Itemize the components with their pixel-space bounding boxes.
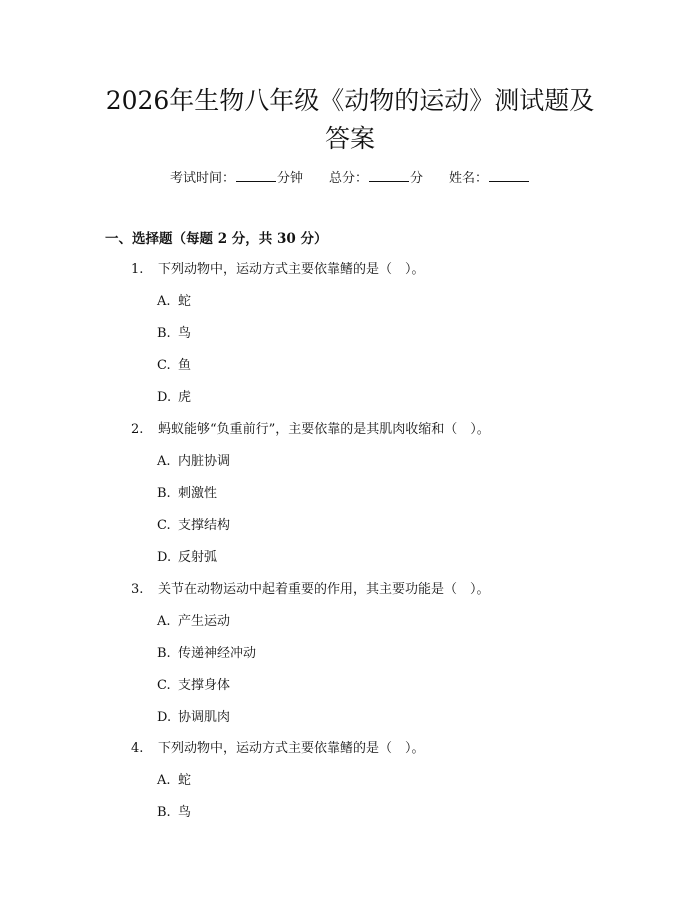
option-text: 虎 — [178, 390, 192, 405]
option-letter: B. — [157, 326, 171, 341]
option-text: 蛇 — [178, 773, 192, 788]
title-line-2: 答案 — [324, 124, 375, 153]
option-letter: B. — [157, 486, 171, 501]
exam-info-line — [0, 168, 700, 189]
option-item — [157, 516, 230, 536]
option-text: 产生运动 — [178, 614, 231, 629]
option-letter: C. — [157, 678, 171, 693]
option-letter: A. — [157, 614, 171, 629]
time-blank — [236, 168, 276, 182]
time-label: 考试时间： — [169, 171, 235, 186]
option-text: 反射弧 — [178, 550, 218, 565]
option-text: 鱼 — [178, 358, 192, 373]
option-letter: C. — [157, 518, 171, 533]
question-text: 蚂蚁能够“负重前行”，主要依靠的是其肌肉收缩和（ ）。 — [158, 422, 490, 437]
option-letter: D. — [157, 710, 172, 725]
section-heading: 一、选择题（每题 2 分，共 30 分） — [105, 231, 328, 247]
option-item — [157, 388, 191, 408]
option-item — [157, 803, 191, 823]
option-item — [157, 356, 191, 376]
option-item — [157, 324, 191, 344]
option-text: 支撑身体 — [178, 678, 231, 693]
option-item — [157, 612, 230, 632]
question-4 — [131, 739, 425, 759]
question-text: 下列动物中，运动方式主要依靠鳍的是（ ）。 — [158, 262, 425, 277]
option-letter: B. — [157, 805, 171, 820]
option-letter: A. — [157, 454, 171, 469]
title-line-1: 2026年生物八年级《动物的运动》测试题及 — [105, 86, 595, 115]
option-letter: C. — [157, 358, 171, 373]
question-text: 关节在动物运动中起着重要的作用，其主要功能是（ ）。 — [158, 582, 490, 597]
option-text: 传递神经冲动 — [178, 646, 257, 661]
question-number: 1. — [131, 262, 144, 277]
option-item — [157, 676, 230, 696]
option-text: 支撑结构 — [178, 518, 231, 533]
option-text: 刺激性 — [178, 486, 218, 501]
option-text: 鸟 — [178, 805, 192, 820]
option-letter: D. — [157, 390, 172, 405]
option-item — [157, 644, 256, 664]
name-blank — [489, 168, 529, 182]
option-item — [157, 484, 217, 504]
question-1 — [131, 260, 425, 280]
option-text: 内脏协调 — [178, 454, 231, 469]
time-unit: 分钟 — [276, 171, 303, 186]
question-number: 3. — [131, 582, 144, 597]
question-number: 2. — [131, 422, 144, 437]
option-item — [157, 771, 191, 791]
option-item — [157, 548, 217, 568]
option-text: 协调肌肉 — [178, 710, 231, 725]
question-text: 下列动物中，运动方式主要依靠鳍的是（ ）。 — [158, 741, 425, 756]
question-3 — [131, 580, 490, 600]
score-unit: 分 — [410, 171, 424, 186]
option-item — [157, 708, 230, 728]
option-text: 鸟 — [178, 326, 192, 341]
option-letter: B. — [157, 646, 171, 661]
question-number: 4. — [131, 741, 144, 756]
option-item — [157, 292, 191, 312]
option-item — [157, 452, 230, 472]
option-letter: A. — [157, 294, 171, 309]
option-letter: A. — [157, 773, 171, 788]
score-blank — [369, 168, 409, 182]
page-title — [90, 82, 610, 158]
option-text: 蛇 — [178, 294, 192, 309]
score-label: 总分： — [328, 171, 368, 186]
option-letter: D. — [157, 550, 172, 565]
question-2 — [131, 420, 490, 440]
name-label: 姓名： — [449, 171, 489, 186]
